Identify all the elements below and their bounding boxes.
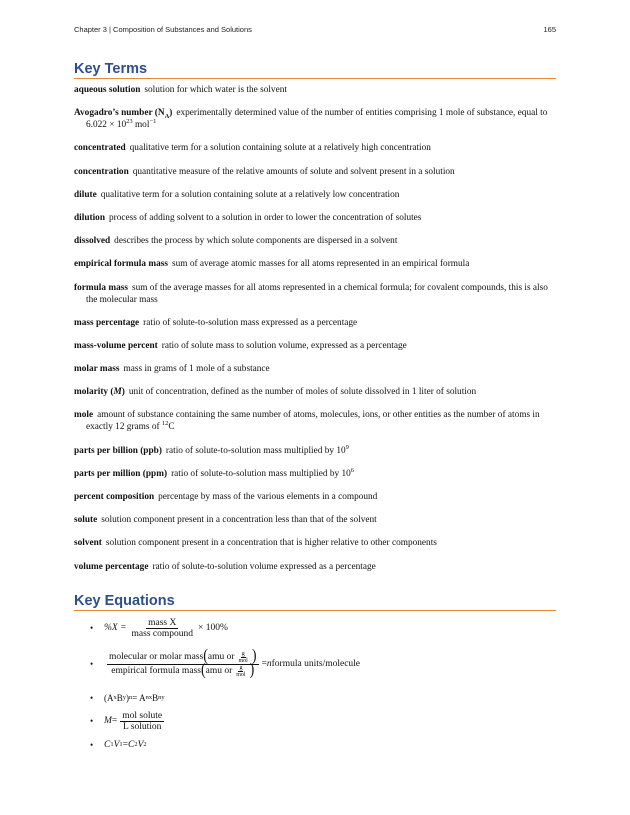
term-name: empirical formula mass [74, 259, 168, 270]
term-entry: parts per million (ppm) ratio of solute-to-solution mass multiplied by $10^6$ [74, 466, 355, 479]
term-entry [74, 317, 556, 329]
bullet-icon: • [90, 693, 94, 703]
term-definition: qualitative term for a solution containing solute at a relatively high concentration [129, 143, 431, 154]
term-name: mass-volume percent [74, 340, 158, 351]
term-definition: ratio of solute-to-solution mass expressed as a percentage [143, 317, 358, 328]
term-entry: parts per billion (ppb) ratio of solute-to-solution mass multiplied by $10^9$ [74, 443, 349, 456]
term-entry [74, 340, 556, 352]
term-name: solute [74, 515, 98, 526]
term-definition: ratio of solute-to-solution mass multiplied by 10 [171, 468, 351, 479]
chapter-title: Chapter 3 | Composition of Substances and Solutions [74, 25, 252, 34]
term-name: formula mass [74, 282, 128, 293]
equation-molarity: • M = $\frac{\text{mol solute}}{\text{L solution}}$ [90, 710, 163, 732]
bullet-icon: • [90, 716, 94, 726]
fraction: $\frac{\text{mass X}}{\text{mass compound}}$ [131, 617, 193, 639]
term-definition: quantitative measure of the relative amounts of solute and solvent present in a solution [132, 166, 455, 177]
key-terms-list [74, 84, 556, 584]
term-entry [74, 363, 556, 375]
term-definition: amount of substance containing the same number of atoms, molecules, ions, or other entities as the number of atoms in exactly 12 grams of [86, 410, 540, 433]
equation-percent-composition: • %X = $\frac{\text{mass X}}{\text{mass compound}}$ × 100% [90, 617, 228, 639]
term-definition: solution for which water is the solvent [144, 85, 287, 95]
term-definition: describes the process by which solute components are dispersed in a solvent [114, 236, 398, 247]
term-entry [74, 561, 556, 573]
term-definition: sum of average atomic masses for all atoms represented in an empirical formula [172, 259, 470, 270]
term-entry [74, 142, 556, 154]
term-name: dilution [74, 212, 106, 223]
page-header [74, 25, 556, 34]
term-name: molar mass [74, 364, 120, 375]
term-entry [74, 258, 556, 270]
equation-dilution: • C 1 V 1 = C 2 V 2 [90, 740, 147, 750]
term-definition: ratio of solute-to-solution mass multiplied by 10 [165, 445, 346, 456]
term-name: dilute [74, 189, 97, 200]
term-name: concentrated [74, 143, 126, 154]
term-entry [74, 491, 556, 503]
term-name: Avogadro’s number $(N_A)$ [74, 108, 173, 121]
term-name: parts per million (ppm) [74, 468, 168, 479]
term-name: mole [74, 410, 94, 421]
term-definition: unit of concentration, defined as the number of moles of solute dissolved in 1 liter of solution [128, 387, 477, 398]
equation-formula-units: • molecular or molar mass ( amu or $\frac{g}{\text{mol}}$ ) empirical formula mass ( amu or $\frac{g}{\text{mol}}$ ) = n formula units/molecule [90, 647, 361, 680]
term-entry [74, 235, 556, 247]
bullet-icon: • [90, 659, 94, 669]
term-definition: percentage by mass of the various elements in a compound [158, 492, 378, 502]
term-definition: mass in grams of 1 mole of a substance [123, 364, 270, 375]
term-name: mass percentage [74, 317, 140, 328]
term-definition: solution component present in a concentration that is higher relative to other components [105, 538, 437, 549]
term-entry [74, 537, 556, 549]
key-equations-heading: Key Equations [74, 593, 556, 611]
term-name: concentration [74, 166, 129, 177]
fraction: $\frac{\text{mol solute}}{\text{L solution}}$ [122, 710, 163, 732]
term-definition: ratio of solute-to-solution volume expressed as a percentage [152, 561, 376, 572]
term-definition: ratio of solute mass to solution volume, expressed as a percentage [161, 340, 407, 351]
term-name: volume percentage [74, 561, 149, 572]
key-terms-heading: Key Terms [74, 61, 556, 79]
bullet-icon: • [90, 740, 94, 750]
term-name: parts per billion (ppb) [74, 445, 162, 456]
key-equations-list [90, 617, 360, 754]
bullet-icon: • [90, 623, 94, 633]
term-entry: mole amount of substance containing the same number of atoms, molecules, ions, or other entities as the number of atoms in exactly 12 grams of $^{12}$C [74, 410, 540, 433]
term-definition: sum of the average masses for all atoms represented in a chemical formula; for covalent compounds, this is also the molecular mass [86, 282, 548, 305]
term-definition: solution component present in a concentration less than that of the solvent [101, 515, 377, 526]
term-definition: experimentally determined value of the number of entities comprising 1 mole of substance, equal to 6.022 [86, 108, 548, 131]
term-entry: Avogadro’s number $(N_A)$ experimentally determined value of the number of entities comprising 1 mole of substance, equal to $6.022 \times 10^{23}$ mol$^{-1}$ [74, 108, 548, 131]
term-entry [74, 166, 556, 178]
term-name: dissolved [74, 236, 111, 247]
fraction: molecular or molar mass ( amu or $\frac{g}{\text{mol}}$ ) empirical formula mass ( amu or $\frac{g}{\text{mol}}$ ) [109, 647, 257, 680]
term-name: molarity (M) [74, 387, 125, 398]
term-entry [74, 514, 556, 526]
page-number: 165 [543, 25, 556, 34]
term-name: aqueous solution [74, 85, 141, 95]
term-entry [74, 212, 556, 224]
term-name: solvent [74, 538, 102, 549]
term-entry [74, 189, 556, 201]
term-definition: qualitative term for a solution containing solute at a relatively low concentration [100, 189, 400, 200]
term-name: percent composition [74, 492, 155, 502]
term-entry [74, 386, 556, 398]
term-entry [74, 282, 556, 306]
term-definition: process of adding solvent to a solution in order to lower the concentration of solutes [109, 212, 422, 223]
term-entry [74, 84, 556, 96]
equation-empirical-formula: • (A x B y ) n = A nx B ny [90, 693, 165, 703]
